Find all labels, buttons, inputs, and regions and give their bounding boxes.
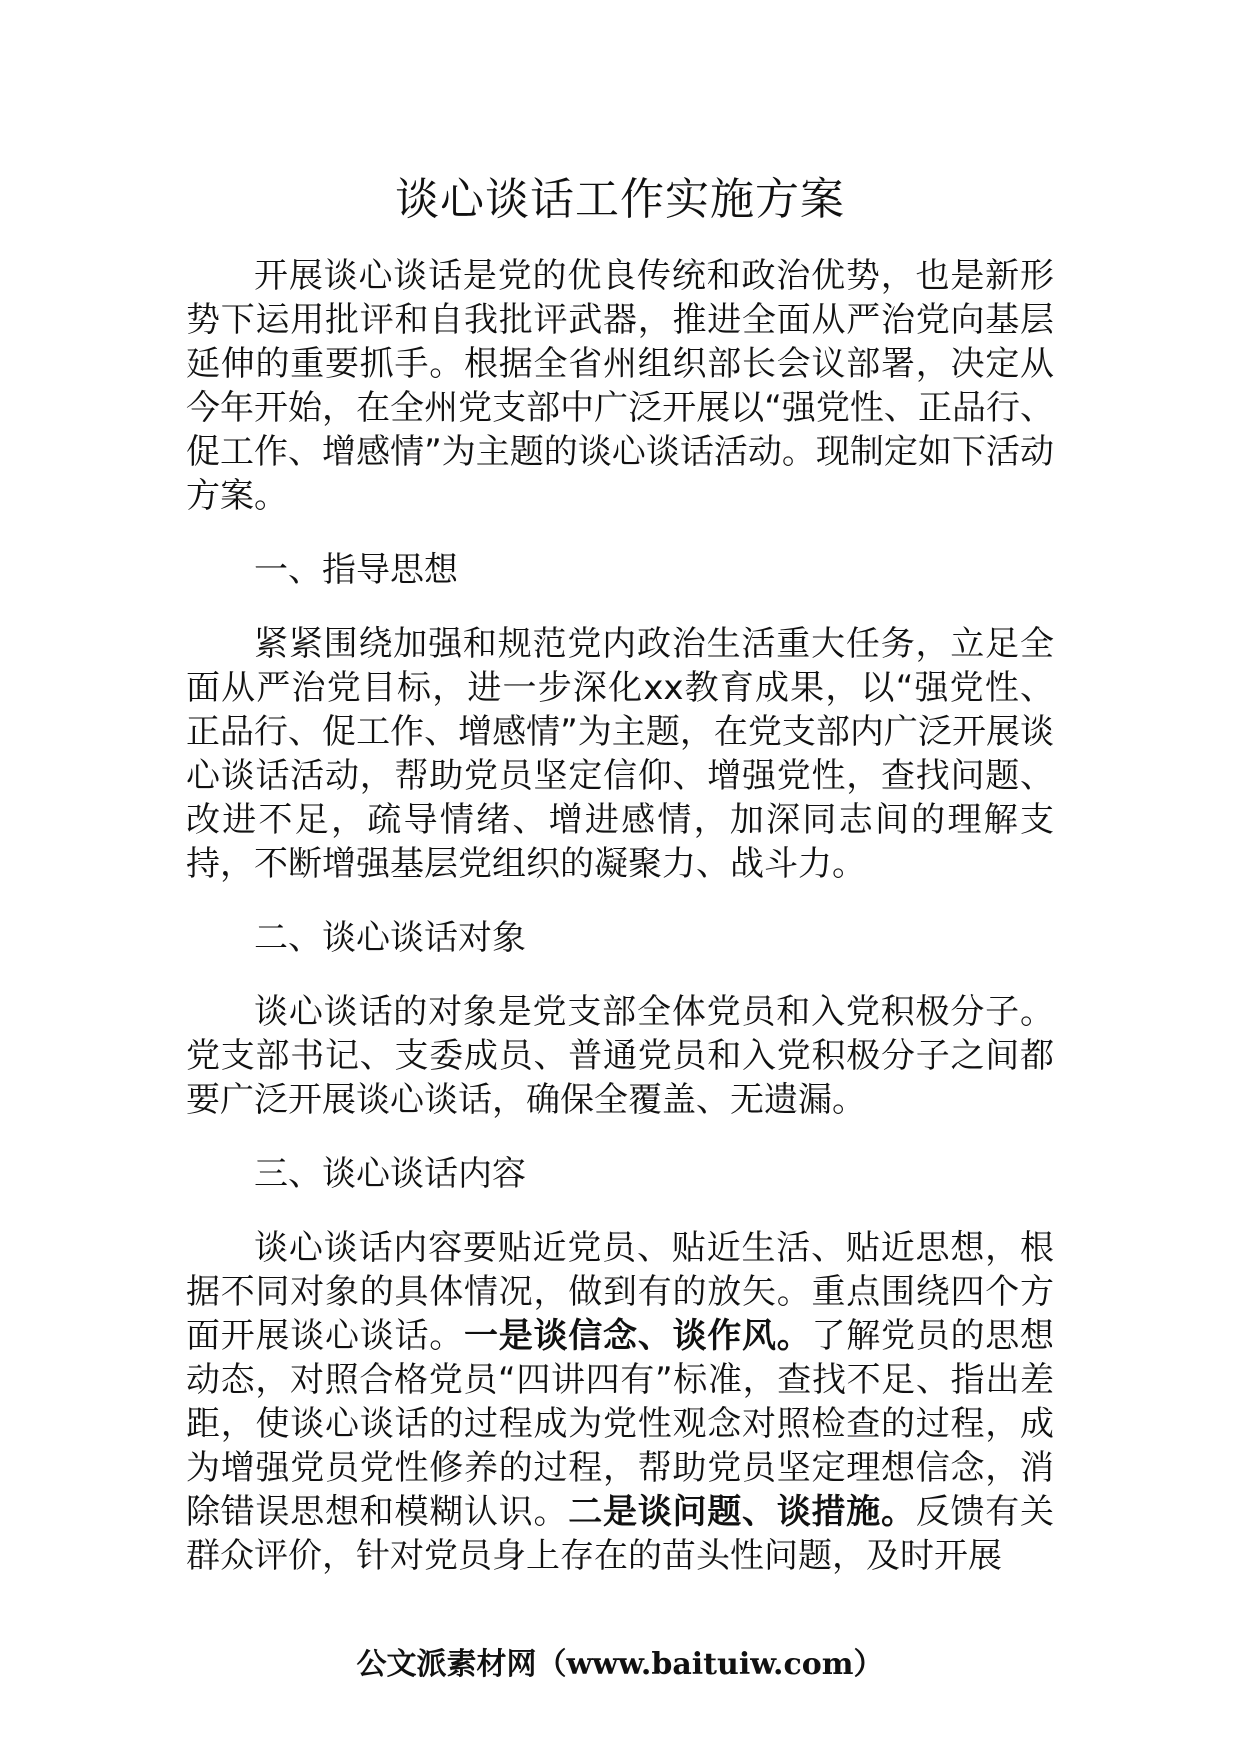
section-body-content [186,1226,1054,1578]
document-title: 谈心谈话工作实施方案 [395,174,845,225]
content-emphasis-2: 二是谈问题、谈措施。 [568,1492,916,1532]
footer-watermark: 公文派素材网（www.baituiw.com） [356,1647,884,1682]
content-emphasis-1: 一是谈信念、谈作风。 [464,1316,812,1356]
intro-paragraph: 开展谈心谈话是党的优良传统和政治优势，也是新形势下运用批评和自我批评武器，推进全面从严治党向基层延伸的重要抓手。根据全省州组织部长会议部署，决定从今年开始，在全州党支部中广泛开展以“强党性、正品行、促工作、增感情”为主题的谈心谈话活动。现制定如下活动方案。 [186,256,1054,516]
section-body-guiding-thought: 紧紧围绕加强和规范党内政治生活重大任务，立足全面从严治党目标，进一步深化xx教育成果，以“强党性、正品行、促工作、增感情”为主题，在党支部内广泛开展谈心谈话活动，帮助党员坚定信仰、增强党性，查找问题、改进不足，疏导情绪、增进感情，加深同志间的理解支持，不断增强基层党组织的凝聚力、战斗力。 [186,624,1054,884]
section-body-targets: 谈心谈话的对象是党支部全体党员和入党积极分子。党支部书记、支委成员、普通党员和入党积极分子之间都要广泛开展谈心谈话，确保全覆盖、无遗漏。 [186,992,1054,1120]
content-text-part-1: 谈心谈话内容要贴近党员、贴近生活、贴近思想，根据不同对象的具体情况，做到有的放矢。重点围绕四个方面开展谈心谈话。 [186,1228,1054,1356]
section-heading-content: 三、谈心谈话内容 [254,1154,526,1194]
document-body [186,254,1054,1578]
content-text-part-2: 了解党员的思想动态，对照合格党员“四讲四有”标准，查找不足、指出差距，使谈心谈话的过程成为党性观念对照检查的过程，成为增强党员党性修养的过程，帮助党员坚定理想信念，消除错误思想和模糊认识。 [186,1316,1054,1532]
section-heading-targets: 二、谈心谈话对象 [254,918,526,958]
content-text-part-3: 反馈有关群众评价，针对党员身上存在的苗头性问题，及时开展 [186,1492,1054,1576]
section-heading-guiding-thought: 一、指导思想 [254,550,458,590]
